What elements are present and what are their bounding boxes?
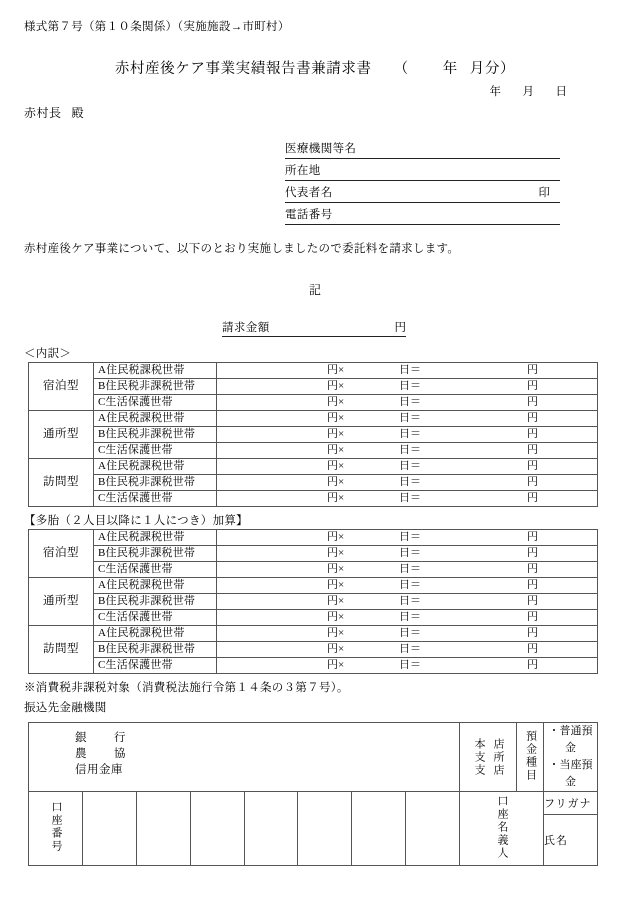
calc-days-equals: 日＝: [399, 659, 421, 671]
phone-number-label: 電話番号: [285, 209, 333, 221]
branch-col-tenshoten: 店所店: [492, 737, 504, 777]
calc-unit-price-yen: 円×: [327, 428, 345, 440]
bank-section-label: 振込先金融機関: [24, 702, 107, 714]
table-row: [29, 626, 598, 642]
calc-total-yen: 円: [527, 611, 538, 623]
calc-total-yen: 円: [527, 659, 538, 671]
fee-type-label: 宿泊型: [29, 363, 94, 411]
table-row: [29, 363, 598, 379]
calc-total-yen: 円: [527, 364, 538, 376]
account-holder-label: [460, 792, 544, 866]
calc-days-equals: 日＝: [399, 595, 421, 607]
fee-calc-cell[interactable]: [217, 658, 598, 674]
deposit-option-ordinary[interactable]: ・普通預金: [548, 725, 593, 754]
calc-days-equals: 日＝: [399, 627, 421, 639]
addressee: [24, 104, 84, 121]
fee-category-label: B住民税非課税世帯: [94, 427, 217, 443]
claim-amount-unit: 円: [394, 322, 406, 334]
fee-table-multiple-birth: [28, 529, 598, 674]
fee-category-label: B住民税非課税世帯: [94, 475, 217, 491]
table-row: [29, 491, 598, 507]
table-row: [29, 642, 598, 658]
deposit-type-label-text: 預金種目: [524, 729, 537, 782]
fee-category-label: A住民税課税世帯: [94, 530, 217, 546]
branch-type-field[interactable]: [460, 723, 517, 792]
account-digit-cell[interactable]: [406, 792, 460, 866]
calc-days-equals: 日＝: [399, 579, 421, 591]
table-row: [29, 610, 598, 626]
calc-unit-price-yen: 円×: [327, 611, 345, 623]
page-title-paren-open: （: [393, 61, 409, 77]
calc-unit-price-yen: 円×: [327, 476, 345, 488]
table-row: [29, 792, 598, 815]
fee-calc-cell[interactable]: [217, 594, 598, 610]
table-row: [29, 459, 598, 475]
holder-name-label: 氏名: [544, 835, 568, 847]
account-digit-cell[interactable]: [190, 792, 244, 866]
calc-total-yen: 円: [527, 531, 538, 543]
address-label: 所在地: [285, 165, 321, 177]
bank-account-table: [28, 722, 598, 866]
calc-days-equals: 日＝: [399, 643, 421, 655]
fee-calc-cell[interactable]: [217, 379, 598, 395]
furigana-field[interactable]: [544, 792, 598, 815]
date-line: 年 月 日: [489, 86, 572, 98]
fee-type-label: 訪問型: [29, 459, 94, 507]
fee-category-label: A住民税課税世帯: [94, 363, 217, 379]
bank-kind-noukyou: 農 協: [75, 748, 134, 760]
calc-unit-price-yen: 円×: [327, 579, 345, 591]
table-row: [29, 443, 598, 459]
calc-days-equals: 日＝: [399, 428, 421, 440]
calc-total-yen: 円: [527, 380, 538, 392]
breakdown-label: ＜内訳＞: [24, 348, 72, 360]
page-title-month: 月分）: [469, 61, 516, 77]
calc-total-yen: 円: [527, 460, 538, 472]
fee-category-label: A住民税課税世帯: [94, 411, 217, 427]
account-digit-cell[interactable]: [136, 792, 190, 866]
fee-category-label: C生活保護世帯: [94, 395, 217, 411]
calc-unit-price-yen: 円×: [327, 380, 345, 392]
calc-total-yen: 円: [527, 643, 538, 655]
account-number-label: [29, 792, 83, 866]
holder-name-field[interactable]: [544, 815, 598, 866]
fee-table-main: [28, 362, 598, 507]
calc-total-yen: 円: [527, 476, 538, 488]
calc-unit-price-yen: 円×: [327, 627, 345, 639]
fee-category-label: A住民税課税世帯: [94, 459, 217, 475]
calc-unit-price-yen: 円×: [327, 595, 345, 607]
applicant-block: [285, 137, 560, 225]
calc-unit-price-yen: 円×: [327, 460, 345, 472]
fee-category-label: C生活保護世帯: [94, 610, 217, 626]
calc-days-equals: 日＝: [399, 380, 421, 392]
deposit-option-current[interactable]: ・当座預金: [548, 759, 593, 788]
calc-total-yen: 円: [527, 563, 538, 575]
fee-type-label: 宿泊型: [29, 530, 94, 578]
fee-category-label: C生活保護世帯: [94, 443, 217, 459]
calc-days-equals: 日＝: [399, 531, 421, 543]
fee-calc-cell[interactable]: [217, 443, 598, 459]
calc-unit-price-yen: 円×: [327, 444, 345, 456]
multiple-birth-label: 【多胎（２人目以降に１人につき）加算】: [24, 515, 248, 527]
fee-category-label: A住民税課税世帯: [94, 626, 217, 642]
table-row: [29, 475, 598, 491]
addressee-name: 赤村長: [24, 106, 62, 120]
calc-total-yen: 円: [527, 444, 538, 456]
deposit-type-options[interactable]: [544, 723, 598, 792]
account-holder-label-text: 口座名義人: [496, 794, 508, 860]
account-number-label-text: 口座番号: [49, 801, 62, 853]
calc-total-yen: 円: [527, 579, 538, 591]
table-row: [29, 546, 598, 562]
calc-unit-price-yen: 円×: [327, 531, 345, 543]
calc-unit-price-yen: 円×: [327, 364, 345, 376]
table-row: [29, 379, 598, 395]
institution-name-field[interactable]: [285, 137, 560, 159]
furigana-label: フリガナ: [544, 798, 592, 810]
calc-total-yen: 円: [527, 547, 538, 559]
fee-calc-cell[interactable]: [217, 427, 598, 443]
fee-calc-cell[interactable]: [217, 395, 598, 411]
calc-days-equals: 日＝: [399, 476, 421, 488]
table-row: [29, 562, 598, 578]
fee-category-label: C生活保護世帯: [94, 491, 217, 507]
statement-text: 赤村産後ケア事業について、以下のとおり実施しましたので委託料を請求します。: [24, 243, 460, 255]
calc-days-equals: 日＝: [399, 563, 421, 575]
fee-calc-cell[interactable]: [217, 626, 598, 642]
bank-kind-options: [75, 730, 134, 778]
account-digit-cell[interactable]: [352, 792, 406, 866]
calc-days-equals: 日＝: [399, 460, 421, 472]
calc-total-yen: 円: [527, 412, 538, 424]
fee-category-label: B住民税非課税世帯: [94, 379, 217, 395]
calc-unit-price-yen: 円×: [327, 396, 345, 408]
table-row: [29, 578, 598, 594]
calc-days-equals: 日＝: [399, 492, 421, 504]
account-digit-cell[interactable]: [82, 792, 136, 866]
fee-category-label: B住民税非課税世帯: [94, 546, 217, 562]
calc-unit-price-yen: 円×: [327, 659, 345, 671]
calc-days-equals: 日＝: [399, 412, 421, 424]
table-row: [29, 395, 598, 411]
bank-name-field[interactable]: [29, 723, 460, 792]
fee-calc-cell[interactable]: [217, 411, 598, 427]
fee-calc-cell[interactable]: [217, 562, 598, 578]
page-title-main: 赤村産後ケア事業実績報告書兼請求書: [114, 61, 372, 77]
calc-total-yen: 円: [527, 428, 538, 440]
table-row: [29, 411, 598, 427]
fee-type-label: 通所型: [29, 411, 94, 459]
calc-days-equals: 日＝: [399, 444, 421, 456]
representative-name-field[interactable]: [285, 181, 560, 203]
branch-col-honshishi: 本支支: [473, 737, 485, 777]
table-row: [29, 594, 598, 610]
calc-total-yen: 円: [527, 595, 538, 607]
fee-category-label: C生活保護世帯: [94, 562, 217, 578]
seal-mark: 印: [538, 187, 550, 199]
bank-kind-shinkin: 信用金庫: [75, 764, 123, 776]
fee-calc-cell[interactable]: [217, 475, 598, 491]
fee-category-label: C生活保護世帯: [94, 658, 217, 674]
bank-kind-bank: 銀 行: [75, 732, 134, 744]
table-row: [29, 530, 598, 546]
fee-category-label: B住民税非課税世帯: [94, 642, 217, 658]
calc-days-equals: 日＝: [399, 611, 421, 623]
claim-amount-label: 請求金額: [222, 322, 270, 334]
table-row: [29, 723, 598, 792]
calc-total-yen: 円: [527, 396, 538, 408]
calc-unit-price-yen: 円×: [327, 412, 345, 424]
calc-unit-price-yen: 円×: [327, 643, 345, 655]
deposit-type-label: [517, 723, 544, 792]
calc-unit-price-yen: 円×: [327, 492, 345, 504]
address-field[interactable]: [285, 159, 560, 181]
institution-name-label: 医療機関等名: [285, 143, 357, 155]
table-row: [29, 427, 598, 443]
fee-calc-cell[interactable]: [217, 459, 598, 475]
calc-unit-price-yen: 円×: [327, 563, 345, 575]
account-digit-cell[interactable]: [244, 792, 298, 866]
representative-name-label: 代表者名: [285, 187, 333, 199]
form-code: 様式第７号（第１０条関係）（実施施設→市町村）: [24, 21, 290, 33]
fee-category-label: A住民税課税世帯: [94, 578, 217, 594]
fee-calc-cell[interactable]: [217, 610, 598, 626]
calc-days-equals: 日＝: [399, 396, 421, 408]
fee-calc-cell[interactable]: [217, 491, 598, 507]
fee-calc-cell[interactable]: [217, 530, 598, 546]
addressee-honorific: 殿: [71, 106, 85, 120]
calc-days-equals: 日＝: [399, 547, 421, 559]
fee-category-label: B住民税非課税世帯: [94, 594, 217, 610]
tax-exemption-note: ※消費税非課税対象（消費税法施行令第１４条の３第７号）。: [24, 682, 349, 694]
fee-calc-cell[interactable]: [217, 642, 598, 658]
fee-calc-cell[interactable]: [217, 546, 598, 562]
claim-amount-field[interactable]: [222, 319, 406, 337]
page-title-year: 年: [442, 61, 458, 77]
account-digit-cell[interactable]: [298, 792, 352, 866]
fee-type-label: 訪問型: [29, 626, 94, 674]
fee-type-label: 通所型: [29, 578, 94, 626]
calc-total-yen: 円: [527, 492, 538, 504]
phone-number-field[interactable]: [285, 203, 560, 225]
calc-total-yen: 円: [527, 627, 538, 639]
calc-unit-price-yen: 円×: [327, 547, 345, 559]
calc-days-equals: 日＝: [399, 364, 421, 376]
table-row: [29, 658, 598, 674]
fee-calc-cell[interactable]: [217, 578, 598, 594]
fee-calc-cell[interactable]: [217, 363, 598, 379]
ki-mark: 記: [308, 283, 321, 297]
page-title: [0, 57, 630, 78]
